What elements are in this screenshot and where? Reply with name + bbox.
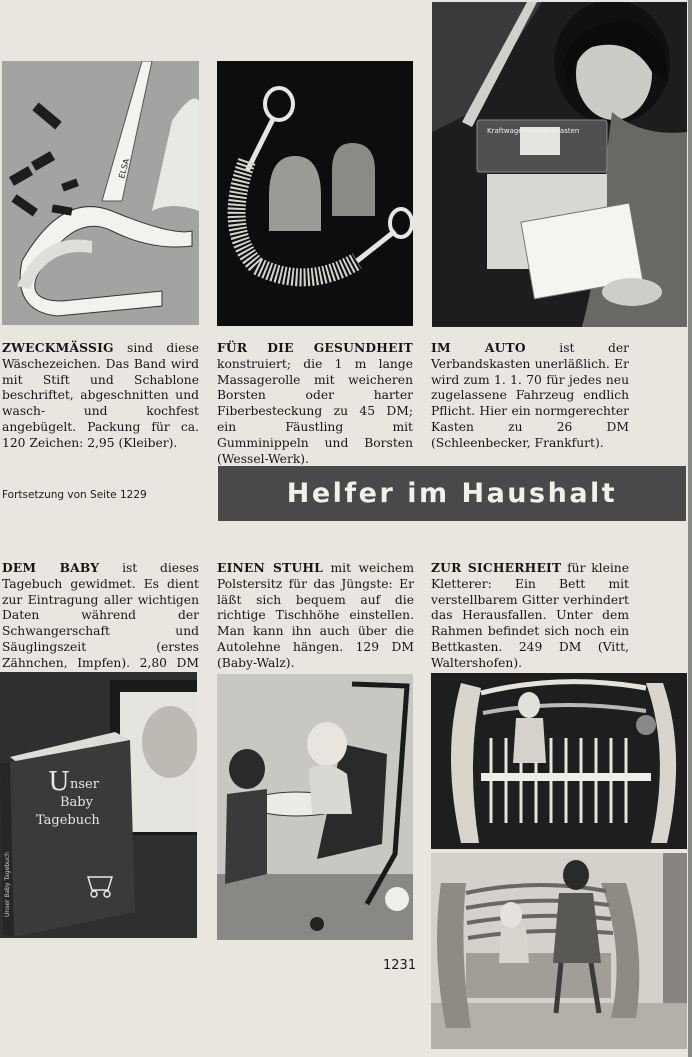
book-title-line1: nser bbox=[70, 777, 99, 792]
caption-lead: DEM BABY bbox=[2, 560, 100, 575]
photo-first-aid-kit bbox=[432, 2, 687, 327]
caption-baby-chair bbox=[217, 560, 414, 672]
caption-text: ist dieses Tagebuch gewidmet. Es dient zur Eintragung aller wichtigen Daten während der Schwangerschaft und Säuglingszeit (erstes Zähnchen, Impfen). 2,80 DM bbox=[2, 561, 199, 670]
caption-baby-diary bbox=[2, 560, 199, 687]
caption-text: für kleine Kletterer: Ein Bett mit verstellbarem Gitter verhindert das Herausfallen. Unter dem Rahmen befindet sich noch ein Bettkasten. 249 DM (Vitt, Waltershofen). bbox=[431, 561, 629, 670]
kit-label: Kraftwagenverbandkasten bbox=[487, 127, 580, 135]
caption-text: mit weichem Polstersitz für das Jüngste: Er läßt sich bequem auf die richtige Tischhöhe einstellen. Man kann ihn auch über die Autolehne hängen. 129 DM (Baby-Walz). bbox=[217, 561, 414, 670]
caption-first-aid-kit bbox=[431, 340, 629, 452]
photo-name-labels bbox=[2, 61, 199, 325]
book-title-line2: Baby bbox=[60, 795, 93, 810]
section-banner: Helfer im Haushalt bbox=[218, 466, 686, 521]
caption-lead: EINEN STUHL bbox=[217, 560, 324, 575]
caption-safety-bed bbox=[431, 560, 629, 672]
tape-text: ELSA bbox=[117, 157, 132, 180]
photo-safety-bed bbox=[431, 853, 687, 1049]
photo-crib bbox=[431, 673, 687, 849]
caption-text: sind diese Wäschezeichen. Das Band wird mit Stift und Schablone beschriftet, abgeschnitten und wasch- und kochfest angebügelt. Packung für ca. 120 Zeichen: 2,95 (Kleiber). bbox=[2, 341, 199, 450]
book-spine-text: Unser Baby Tagebuch bbox=[4, 851, 11, 917]
caption-lead: ZUR SICHERHEIT bbox=[431, 560, 562, 575]
page-edge-shadow bbox=[688, 0, 692, 1057]
caption-massage-roller bbox=[217, 340, 413, 467]
photo-baby-chair bbox=[217, 674, 413, 940]
page-number: 1231 bbox=[383, 958, 417, 973]
caption-lead: IM AUTO bbox=[431, 340, 526, 355]
caption-text: ist der Verbandskasten unerläßlich. Er wird zum 1. 1. 70 für jedes neu zugelassene Fahrzeug endlich Pflicht. Hier ein normgerechter Kasten zu 26 DM (Schleenbecker, Frankfurt). bbox=[431, 341, 629, 450]
photo-massage-roller bbox=[217, 61, 413, 326]
caption-lead: ZWECKMÄSSIG bbox=[2, 340, 114, 355]
photo-baby-diary bbox=[0, 672, 197, 938]
continuation-note: Fortsetzung von Seite 1229 bbox=[2, 489, 147, 501]
caption-lead: FÜR DIE GESUNDHEIT bbox=[217, 340, 413, 355]
caption-text: konstruiert; die 1 m lange Massagerolle mit weicheren Borsten oder harter Fiberbesteckung zu 45 DM; ein Fäustling mit Gumminippeln und Borsten (Wessel-Werk). bbox=[217, 356, 413, 466]
book-title-line3: Tagebuch bbox=[36, 813, 100, 828]
caption-name-labels bbox=[2, 340, 199, 452]
book-initial: U bbox=[48, 767, 70, 797]
